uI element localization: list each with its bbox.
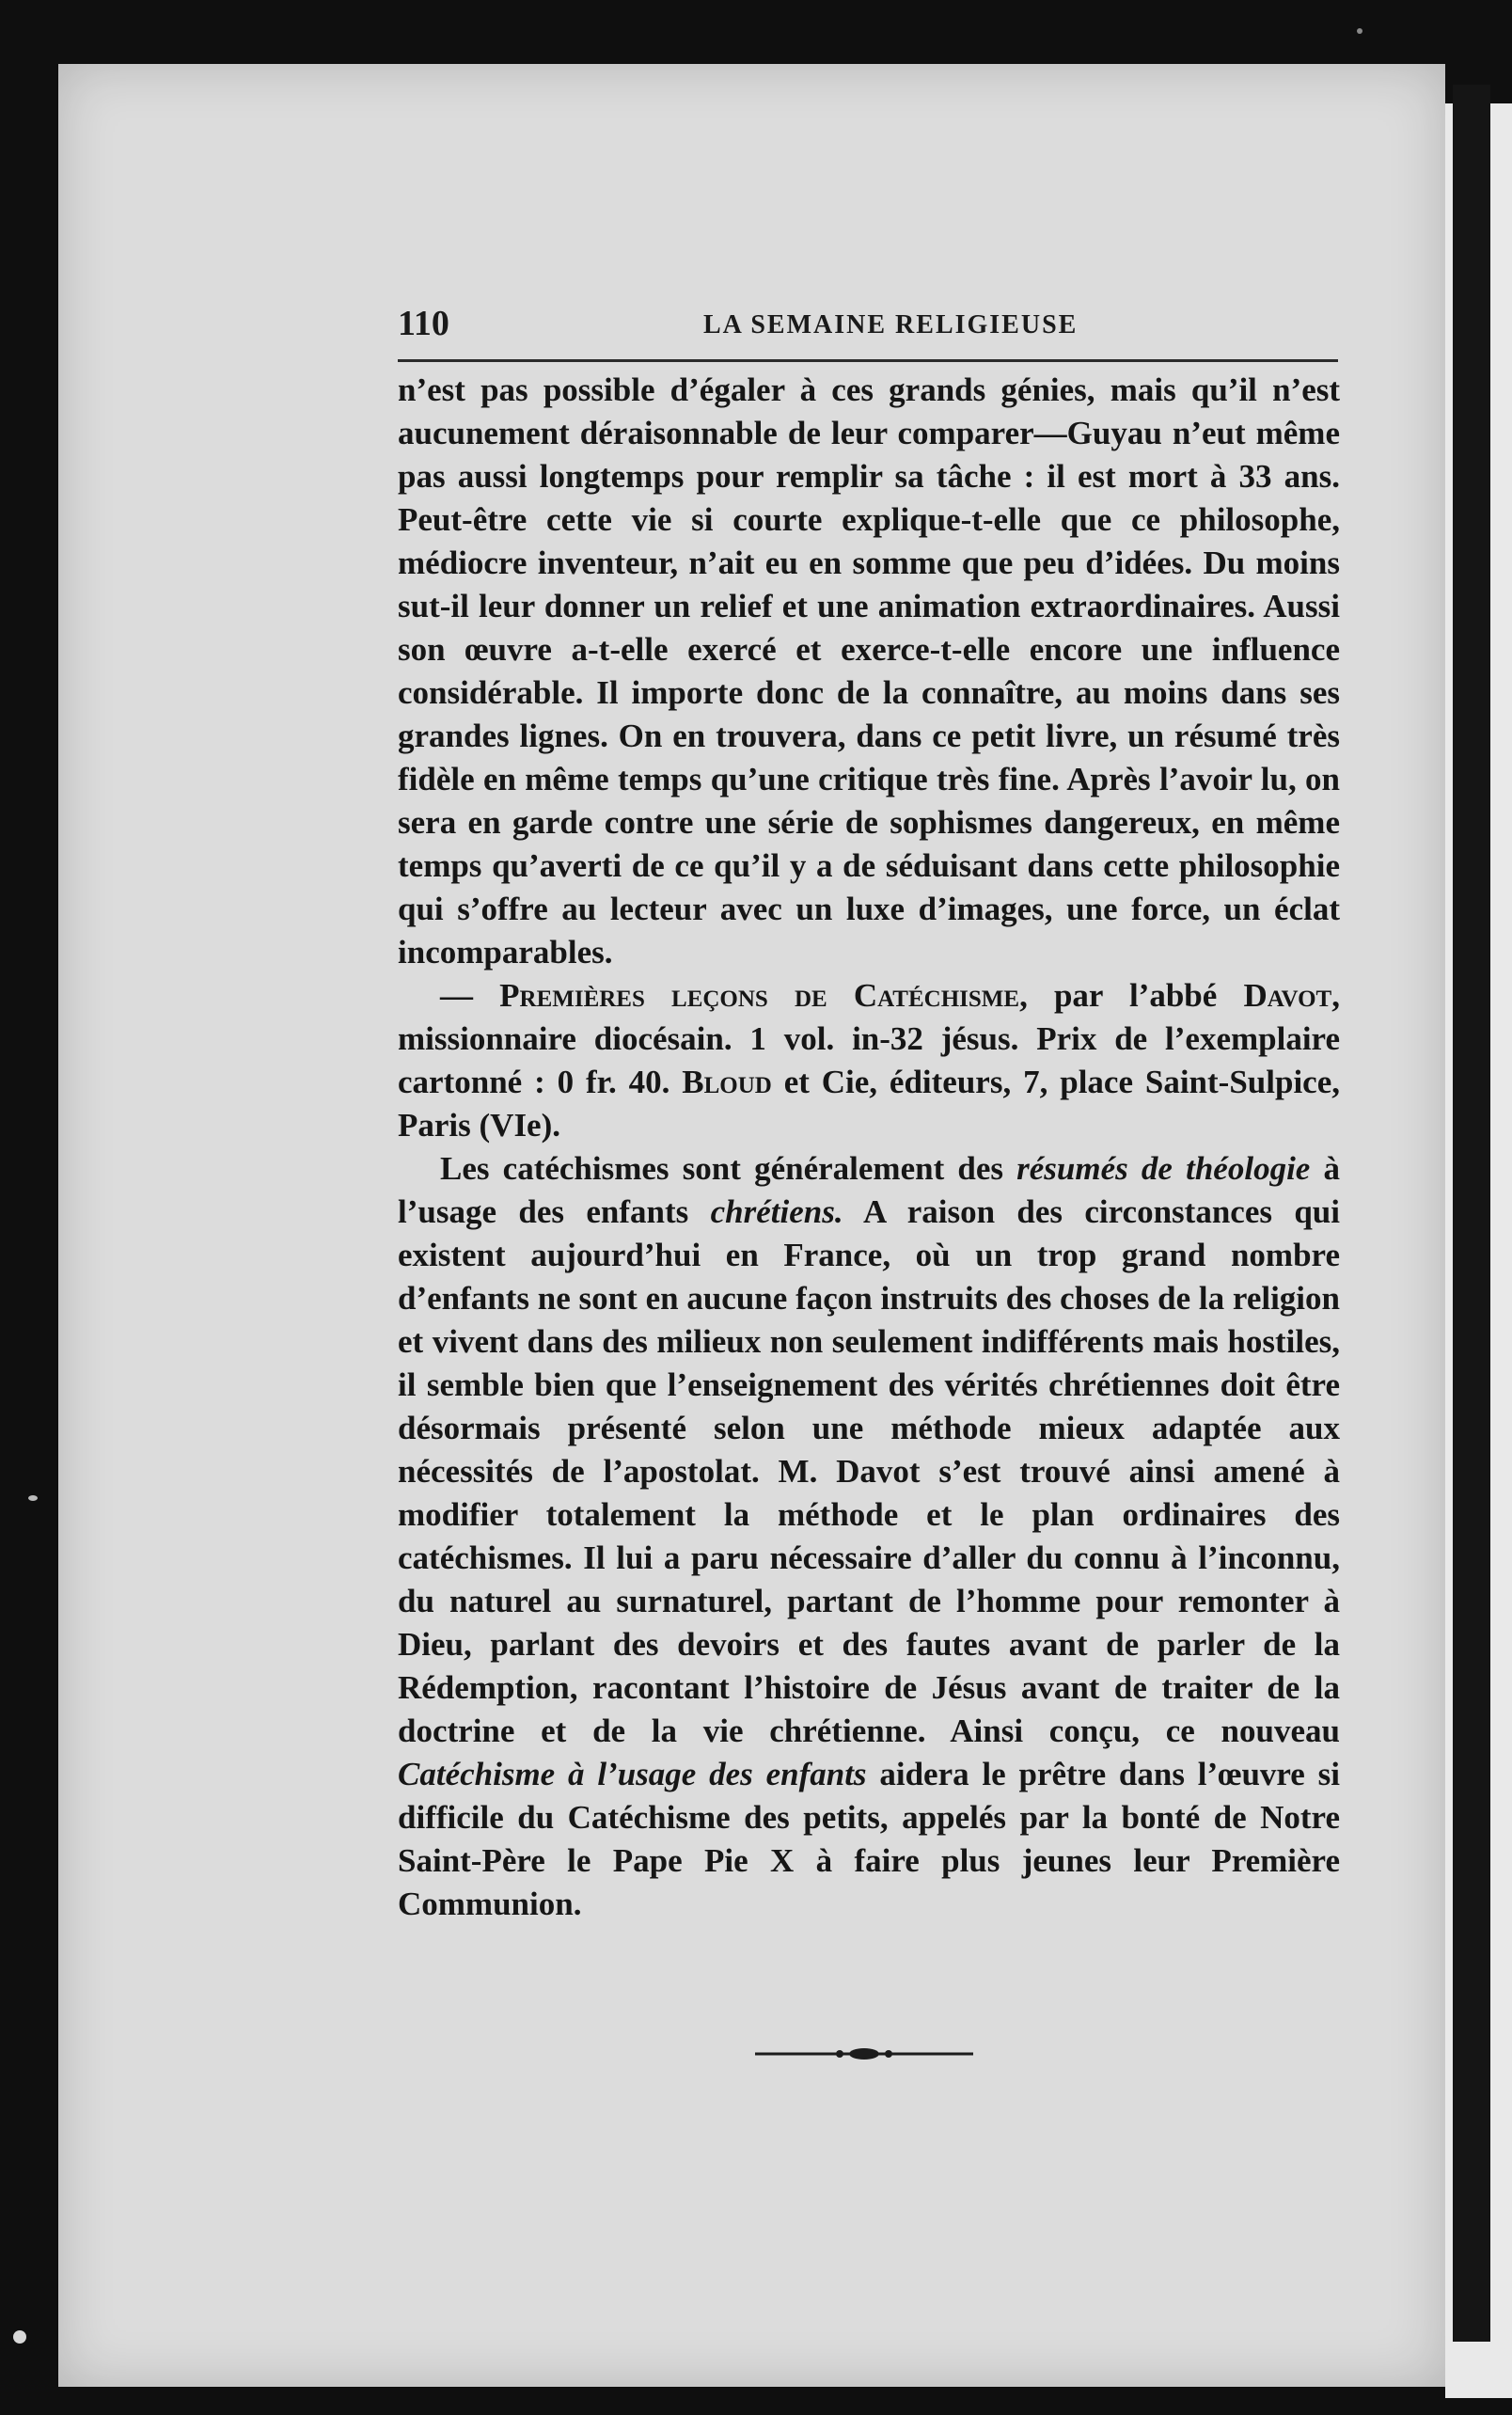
text-part: Les catéchismes sont généralement des xyxy=(440,1150,1017,1187)
page-header xyxy=(398,303,1338,359)
running-head: LA SEMAINE RELIGIEUSE xyxy=(703,310,1079,339)
end-ornament xyxy=(755,2044,973,2064)
article-body xyxy=(398,369,1340,1926)
text-details: , missionnaire diocésain. 1 vol. in-32 jésus. Prix de l’exemplaire cartonné : 0 fr. 40. xyxy=(398,977,1340,1100)
binding-shadow xyxy=(1453,85,1490,2342)
book-title: Premières leçons de Catéchisme xyxy=(499,977,1020,1014)
text-part: aidera le prêtre dans l’œuvre si difficile du Catéchisme des petits, appelés par la bonté de Notre Saint-Père le Pape Pie X à faire plus jeunes leur Première Communion. xyxy=(398,1756,1340,1922)
text-part: A raison des circonstances qui existent aujourd’hui en France, où un trop grand nombre d’enfants ne sont en aucune façon instruits des choses de la religion et vivent dans des milieux non seulement indifférents mais hostiles, il semble bien que l’enseignement des vérités chrétiennes doit être désormais présenté selon une méthode mieux adaptée aux nécessités de l’apostolat. M. Davot s’est trouvé ainsi amené à modifier totalement la méthode et le plan ordinaires des catéchismes. Il lui a paru nécessaire d’aller du connu à l’inconnu, du naturel au surnaturel, partant de l’homme pour remonter à Dieu, parlant des devoirs et des fautes avant de parler de la Rédemption, racontant l’histoire de Jésus avant de traiter de la doctrine et de la vie chrétienne. Ainsi conçu, ce nouveau xyxy=(398,1193,1340,1749)
text-by: , par l’abbé xyxy=(1019,977,1244,1014)
dash: — xyxy=(440,977,500,1014)
italic-phrase: Catéchisme à l’usage des enfants xyxy=(398,1756,867,1792)
page-number: 110 xyxy=(398,304,449,343)
text-address: et Cie, éditeurs, 7, place Saint-Sulpice, Paris (VIe). xyxy=(398,1064,1340,1144)
dust-speck xyxy=(13,2330,26,2344)
paragraph-catechism xyxy=(398,1147,1340,1926)
text-part: à l’usage des enfants xyxy=(398,1150,1340,1230)
paragraph-guyau: n’est pas possible d’égaler à ces grands génies, mais qu’il n’est aucunement déraisonnable de leur comparer—Guyau n’eut même pas aussi longtemps pour remplir sa tâche : il est mort à 33 ans. Peut-être cette vie si courte explique-t-elle que ce philosophe, médiocre inventeur, n’ait eu en somme que peu d’idées. Du moins sut-il leur donner un relief et une animation extraordinaires. Aussi son œuvre a-t-elle exercé et exerce-t-elle encore une influence considérable. Il importe donc de la connaître, au moins dans ses grandes lignes. On en trouvera, dans ce petit livre, un résumé très fidèle en même temps qu’une critique très fine. Après l’avoir lu, on sera en garde contre une série de sophismes dangereux, en même temps qu’averti de ce qu’il y a de séduisant dans cette philosophie qui s’offre au lecteur avec un luxe d’images, une force, un éclat incomparables. xyxy=(398,371,1340,971)
book-author: Davot xyxy=(1243,977,1332,1014)
dust-speck xyxy=(1357,28,1362,34)
publisher: Bloud xyxy=(682,1064,772,1100)
paragraph-book-notice xyxy=(398,974,1340,1147)
header-rule xyxy=(398,359,1338,362)
dust-speck xyxy=(28,1495,38,1501)
italic-phrase: chrétiens. xyxy=(710,1193,843,1230)
italic-phrase: résumés de théologie xyxy=(1016,1150,1311,1187)
